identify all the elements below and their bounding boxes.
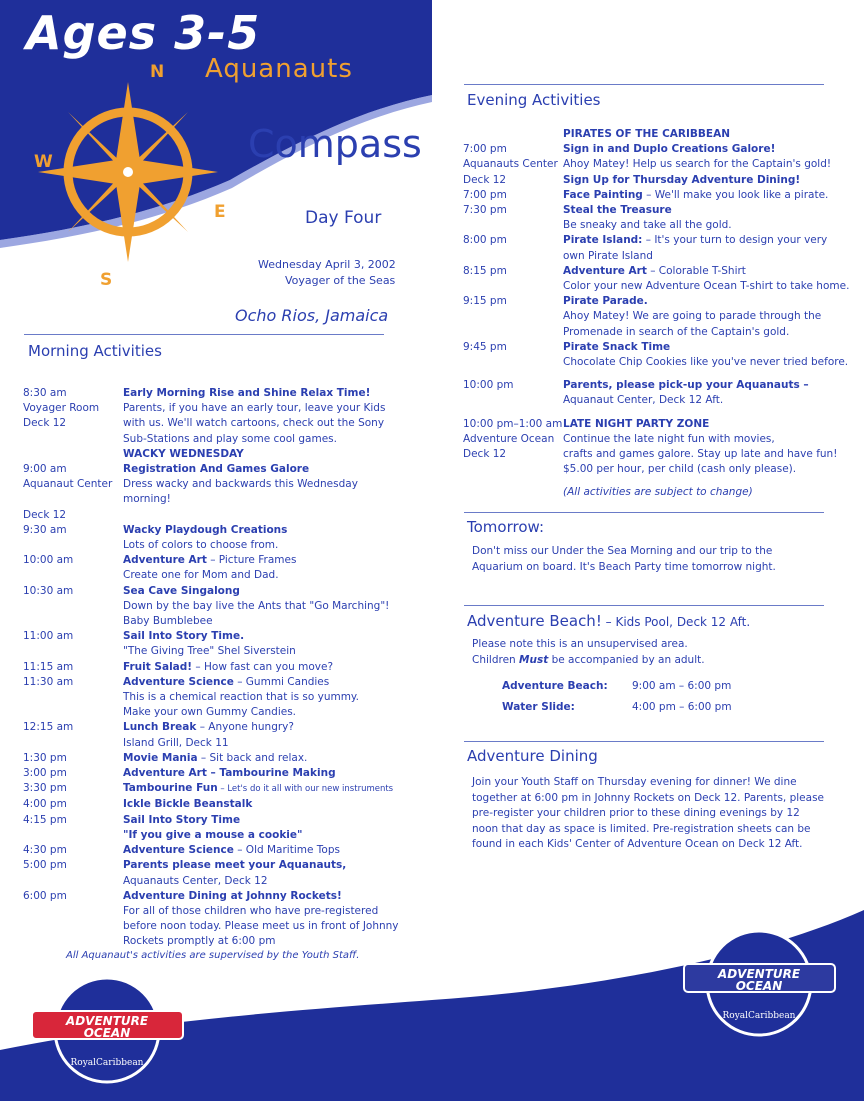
schedule-time	[463, 477, 563, 485]
schedule-desc: Continue the late night fun with movies,	[563, 432, 775, 445]
schedule-desc: Adventure Science – Old Maritime Tops	[123, 844, 340, 857]
schedule-time: 11:30 am	[23, 675, 74, 688]
schedule-desc: PIRATES OF THE CARIBBEAN	[563, 128, 731, 140]
schedule-time: 9:15 pm	[463, 295, 507, 308]
logo-line2: OCEAN	[735, 979, 783, 993]
schedule-time	[23, 447, 123, 462]
schedule-row	[23, 416, 403, 431]
schedule-row	[23, 766, 403, 781]
schedule-time: 7:30 pm	[463, 204, 507, 217]
schedule-desc: Chocolate Chip Cookies like you've never tried before.	[563, 356, 849, 369]
schedule-row	[23, 477, 403, 507]
schedule-row	[23, 508, 403, 523]
schedule-time	[23, 736, 123, 751]
schedule-row	[23, 874, 403, 889]
schedule-row	[23, 889, 403, 904]
schedule-row	[463, 462, 858, 477]
schedule-desc: Sail Into Story Time	[123, 813, 241, 826]
schedule-time: 8:00 pm	[463, 234, 507, 247]
morning-schedule	[23, 386, 403, 950]
schedule-row	[463, 485, 858, 500]
dining-text: Join your Youth Staff on Thursday evening for dinner! We dine together at 6:00 pm in Johnny Rockets on Deck 12. Parents, please pre-register your children prior to these dining evenings by 12 noon that day as space is limited. Pre-registration sheets can be found in each Kids' Center of Adventure Ocean on Deck 12 Aft.	[472, 776, 825, 850]
schedule-desc: Ickle Bickle Beanstalk	[123, 798, 253, 811]
schedule-desc: $5.00 per hour, per child (cash only please).	[563, 463, 797, 476]
schedule-desc: Ahoy Matey! Help us search for the Captain's gold!	[563, 158, 832, 171]
logo-line2: OCEAN	[83, 1026, 131, 1040]
schedule-desc: Face Painting – We'll make you look like a pirate.	[563, 188, 829, 201]
schedule-desc: Color your new Adventure Ocean T-shirt to take home.	[563, 280, 850, 293]
schedule-time	[23, 705, 123, 720]
schedule-time: Deck 12	[23, 508, 67, 521]
schedule-row	[463, 188, 858, 203]
supervision-footnote: All Aquanaut's activities are supervised by the Youth Staff.	[66, 950, 360, 961]
schedule-row	[23, 797, 403, 812]
schedule-desc: Sub-Stations and play some cool games.	[123, 432, 337, 445]
schedule-time: 12:15 am	[23, 721, 74, 734]
schedule-desc: Sail Into Story Time.	[123, 630, 245, 643]
schedule-desc: Movie Mania – Sit back and relax.	[123, 751, 308, 764]
schedule-row	[463, 378, 858, 393]
schedule-row	[463, 477, 858, 485]
schedule-time: 4:15 pm	[23, 813, 67, 826]
schedule-time	[23, 432, 123, 447]
schedule-row	[23, 629, 403, 644]
schedule-time	[23, 644, 123, 659]
schedule-row	[463, 294, 858, 309]
day-label: Day Four	[305, 208, 382, 228]
schedule-desc: Steal the Treasure	[563, 204, 672, 217]
date-label: Wednesday April 3, 2002	[258, 258, 396, 271]
compass-n-label: N	[150, 62, 165, 82]
schedule-row	[23, 843, 403, 858]
schedule-time	[463, 409, 563, 417]
beach-note	[472, 637, 824, 668]
compass-title: Compass	[248, 122, 422, 166]
schedule-desc: Rockets promptly at 6:00 pm	[123, 935, 276, 948]
compass-rose-icon	[28, 62, 228, 272]
schedule-desc: Parents, please pick-up your Aquanauts –	[563, 379, 809, 392]
schedule-time: Aquanaut Center	[23, 478, 113, 491]
schedule-desc: Sign Up for Thursday Adventure Dining!	[563, 173, 801, 186]
schedule-time	[463, 370, 563, 378]
schedule-desc: Ahoy Matey! We are going to parade through the	[563, 310, 822, 323]
dining-heading: Adventure Dining	[467, 747, 598, 765]
schedule-time	[463, 355, 563, 370]
schedule-desc: LATE NIGHT PARTY ZONE	[563, 417, 710, 430]
schedule-desc: Aquanaut Center, Deck 12 Aft.	[563, 394, 724, 407]
schedule-row	[23, 705, 403, 720]
schedule-desc: Island Grill, Deck 11	[123, 736, 229, 749]
schedule-desc: Pirate Parade.	[563, 295, 648, 308]
schedule-desc: own Pirate Island	[563, 249, 653, 262]
schedule-row	[23, 432, 403, 447]
schedule-time: 3:30 pm	[23, 782, 67, 795]
schedule-desc: Adventure Art – Colorable T-Shirt	[563, 264, 746, 277]
logo-line1: ADVENTURE	[717, 967, 801, 981]
schedule-time: 10:00 am	[23, 554, 74, 567]
schedule-time	[463, 309, 563, 324]
evening-heading: Evening Activities	[467, 91, 601, 109]
schedule-desc: with us. We'll watch cartoons, check out the Sony	[123, 417, 385, 430]
schedule-desc: crafts and games galore. Stay up late and have fun!	[563, 448, 838, 461]
beach-heading	[467, 612, 750, 630]
schedule-time	[463, 462, 563, 477]
schedule-row	[463, 447, 858, 462]
schedule-time: 9:45 pm	[463, 340, 507, 353]
schedule-time	[23, 568, 123, 583]
morning-heading: Morning Activities	[28, 342, 162, 360]
ship-label: Voyager of the Seas	[285, 274, 396, 287]
schedule-desc: (All activities are subject to change)	[563, 486, 753, 499]
schedule-desc	[123, 508, 403, 523]
schedule-time	[23, 934, 123, 949]
schedule-desc: Adventure Art – Tambourine Making	[123, 767, 336, 780]
schedule-row	[23, 553, 403, 568]
schedule-time: 8:15 pm	[463, 264, 507, 277]
schedule-row	[23, 858, 403, 873]
beach-note-line1: Please note this is an unsupervised area.	[472, 638, 688, 650]
schedule-row	[23, 828, 403, 843]
schedule-time	[23, 538, 123, 553]
schedule-row	[23, 568, 403, 583]
schedule-desc: Make your own Gummy Candies.	[123, 706, 297, 719]
schedule-time: 10:00 pm	[463, 379, 514, 392]
compass-e-label: E	[214, 202, 226, 222]
schedule-time	[463, 393, 563, 408]
schedule-row	[23, 675, 403, 690]
schedule-desc: Down by the bay live the Ants that "Go Marching"!	[123, 599, 390, 612]
schedule-desc: "The Giving Tree" Shel Siverstein	[123, 645, 296, 658]
schedule-row	[23, 386, 403, 401]
schedule-row	[463, 142, 858, 157]
beach-title: Adventure Beach!	[467, 612, 602, 630]
schedule-desc: Dress wacky and backwards this Wednesday morning!	[123, 478, 358, 506]
schedule-desc: Adventure Dining at Johnny Rockets!	[123, 889, 342, 902]
beach-hours-row: Adventure Beach: 9:00 am – 6:00 pm	[502, 680, 732, 692]
schedule-row	[23, 919, 403, 934]
schedule-row	[23, 720, 403, 735]
divider	[464, 741, 824, 742]
schedule-desc: Create one for Mom and Dad.	[123, 569, 279, 582]
divider	[24, 334, 384, 335]
schedule-time: Aquanauts Center	[463, 158, 558, 171]
schedule-desc: Tambourine Fun – Let's do it all with our new instruments	[123, 782, 394, 795]
schedule-row	[23, 538, 403, 553]
schedule-desc: Registration And Games Galore	[123, 463, 310, 476]
schedule-time	[23, 828, 123, 843]
schedule-row	[463, 393, 858, 408]
logo-brand: RoyalCaribbean	[722, 1011, 796, 1021]
schedule-time: 5:00 pm	[23, 859, 67, 872]
schedule-desc: Be sneaky and take all the gold.	[563, 219, 732, 232]
schedule-desc: Fruit Salad! – How fast can you move?	[123, 660, 334, 673]
schedule-row	[23, 614, 403, 629]
schedule-desc: Sea Cave Singalong	[123, 584, 240, 597]
schedule-row	[463, 432, 858, 447]
logo-brand: RoyalCaribbean	[70, 1058, 144, 1068]
divider	[464, 512, 824, 513]
schedule-desc	[563, 370, 858, 378]
schedule-desc: Pirate Island: – It's your turn to design your very	[563, 234, 828, 247]
schedule-time: 8:30 am	[23, 387, 67, 399]
schedule-time: 1:30 pm	[23, 751, 67, 764]
schedule-time	[463, 325, 563, 340]
beach-hours	[502, 676, 822, 718]
schedule-row	[23, 584, 403, 599]
adventure-ocean-logo	[682, 928, 837, 1038]
schedule-time	[463, 249, 563, 264]
evening-schedule	[463, 127, 858, 501]
schedule-time: 9:00 am	[23, 463, 67, 476]
schedule-row	[463, 309, 858, 324]
schedule-row	[23, 934, 403, 949]
schedule-row	[463, 417, 858, 432]
schedule-time	[23, 919, 123, 934]
schedule-desc: For all of those children who have pre-registered	[123, 904, 379, 917]
divider	[464, 605, 824, 606]
schedule-row	[23, 447, 403, 462]
schedule-time	[23, 599, 123, 614]
schedule-desc	[563, 477, 858, 485]
schedule-time	[463, 218, 563, 233]
compass-w-label: W	[34, 152, 53, 172]
schedule-time: 11:00 am	[23, 630, 74, 643]
schedule-row	[23, 599, 403, 614]
port-label: Ocho Rios, Jamaica	[235, 306, 389, 325]
schedule-row	[23, 660, 403, 675]
schedule-time	[463, 485, 563, 500]
schedule-row	[463, 233, 858, 248]
schedule-row	[463, 157, 858, 172]
tomorrow-text: Don't miss our Under the Sea Morning and our trip to the Aquarium on board. It's Beach Party time tomorrow night.	[472, 545, 776, 573]
divider	[464, 84, 824, 85]
schedule-row	[23, 690, 403, 705]
schedule-time: 10:00 pm–1:00 am	[463, 417, 563, 430]
tomorrow-heading: Tomorrow:	[467, 518, 544, 536]
schedule-desc: "If you give a mouse a cookie"	[123, 828, 303, 841]
schedule-row	[23, 736, 403, 751]
schedule-time: 6:00 pm	[23, 889, 67, 902]
schedule-time: 11:15 am	[23, 660, 74, 673]
schedule-row	[463, 218, 858, 233]
schedule-time: 10:30 am	[23, 584, 74, 597]
schedule-row	[463, 249, 858, 264]
schedule-row	[463, 355, 858, 370]
schedule-time: 4:30 pm	[23, 844, 67, 857]
schedule-row	[463, 340, 858, 355]
schedule-time: Deck 12	[463, 448, 507, 461]
schedule-time	[463, 279, 563, 294]
title-ages: Ages 3-5	[26, 6, 261, 60]
schedule-row	[463, 203, 858, 218]
beach-note-line2: Children Must be accompanied by an adult.	[472, 653, 705, 666]
schedule-desc: Baby Bumblebee	[123, 615, 213, 628]
schedule-desc: Lunch Break – Anyone hungry?	[123, 721, 294, 734]
schedule-desc: Lots of colors to choose from.	[123, 539, 279, 552]
schedule-row	[463, 279, 858, 294]
schedule-desc: Adventure Science – Gummi Candies	[123, 675, 330, 688]
schedule-time	[23, 874, 123, 889]
schedule-row	[463, 264, 858, 279]
schedule-desc: Aquanauts Center, Deck 12	[123, 874, 268, 887]
schedule-desc	[563, 409, 858, 417]
schedule-desc: Wacky Playdough Creations	[123, 523, 288, 536]
schedule-time	[23, 904, 123, 919]
schedule-desc: WACKY WEDNESDAY	[123, 447, 244, 460]
schedule-row	[463, 127, 858, 142]
schedule-desc: Adventure Art – Picture Frames	[123, 554, 297, 567]
logo-line1: ADVENTURE	[65, 1014, 149, 1028]
beach-hours-row: Water Slide: 4:00 pm – 6:00 pm	[502, 701, 732, 713]
schedule-desc: This is a chemical reaction that is so yummy.	[123, 691, 359, 704]
schedule-row	[463, 370, 858, 378]
schedule-desc: Pirate Snack Time	[563, 340, 671, 353]
schedule-row	[23, 751, 403, 766]
compass-s-label: S	[100, 270, 113, 290]
schedule-desc: Sign in and Duplo Creations Galore!	[563, 143, 776, 156]
schedule-time: Deck 12	[463, 173, 507, 186]
schedule-time: 9:30 am	[23, 523, 67, 536]
schedule-time: 3:00 pm	[23, 767, 67, 780]
schedule-row	[23, 462, 403, 477]
schedule-row	[463, 325, 858, 340]
adventure-ocean-logo	[30, 975, 185, 1085]
schedule-row	[23, 904, 403, 919]
schedule-time: 7:00 pm	[463, 188, 507, 201]
schedule-time: Deck 12	[23, 417, 67, 430]
beach-subtitle: – Kids Pool, Deck 12 Aft.	[601, 615, 751, 629]
schedule-desc: Parents, if you have an early tour, leave your Kids	[123, 402, 386, 415]
schedule-row	[23, 781, 403, 797]
schedule-time	[463, 127, 563, 142]
schedule-row	[23, 644, 403, 659]
schedule-time	[23, 614, 123, 629]
schedule-desc: before noon today. Please meet us in front of Johnny	[123, 920, 399, 933]
schedule-desc: Early Morning Rise and Shine Relax Time!	[123, 387, 371, 399]
schedule-time: 7:00 pm	[463, 143, 507, 156]
schedule-row	[23, 401, 403, 416]
schedule-row	[463, 173, 858, 188]
schedule-row	[23, 813, 403, 828]
schedule-time: Voyager Room	[23, 402, 100, 415]
schedule-desc: Promenade in search of the Captain's gold.	[563, 325, 790, 338]
schedule-row	[463, 409, 858, 417]
schedule-time: 4:00 pm	[23, 798, 67, 811]
schedule-row	[23, 523, 403, 538]
title-aquanauts: Aquanauts	[205, 54, 353, 84]
right-page	[432, 0, 864, 1101]
schedule-time	[23, 690, 123, 705]
schedule-desc: Parents please meet your Aquanauts,	[123, 859, 347, 872]
schedule-time: Adventure Ocean	[463, 432, 555, 445]
